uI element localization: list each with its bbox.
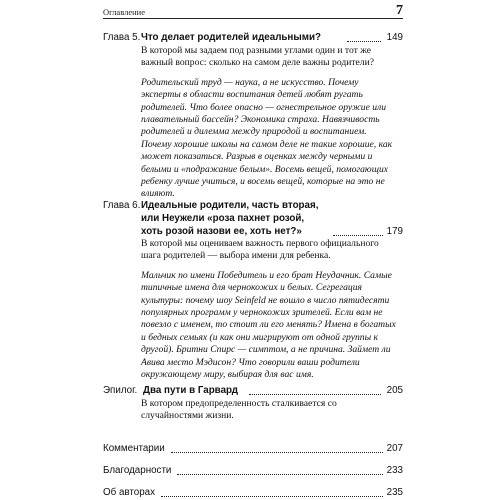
epilogue-description: В котором предопределенность сталкивается со случайностями жизни. [141, 398, 337, 422]
chapter-description: В которой мы задаем под разными углами один и тот же важный вопрос: сколько на самом деле важны родители? [141, 45, 374, 69]
chapter-summary: Мальчик по имени Победитель и его брат Неудачник. Самые типичные имена для чернокожих и белых. Сегрегация культуры: почему шоу Seinfeld не вошло в число пятидесяти популярных программ у чернокожих зрителей. Если вам не повезло с именем, то стоит ли его менять? Имена в богатых и бедных семьях (и как они мигрируют от одной группы к другой). Бритни Спирс — симптом, а не причина. Займет ли Авива место Мэдисон? Что говорили ваши родители окружающему миру, выбирая для вас имя. [141, 269, 396, 381]
chapter-title-line2[interactable]: или Неужели «роза пахнет розой, [141, 213, 305, 224]
chapter-title-line1[interactable]: Идеальные родители, часть вторая, [141, 200, 319, 211]
chapter-label: Глава 6. [103, 200, 141, 211]
backmatter-label[interactable]: Комментарии [103, 443, 165, 454]
epilogue-page: 205 [386, 385, 403, 396]
running-title: Оглавление [103, 7, 145, 17]
chapter-title[interactable]: Что делает родителей идеальными? [141, 32, 321, 43]
epilogue-title[interactable]: Два пути в Гарвард [143, 385, 238, 396]
page-header [103, 4, 403, 18]
dot-leader [161, 486, 383, 497]
dot-leader [171, 442, 383, 453]
backmatter-page: 235 [386, 487, 403, 498]
chapter-title-line3[interactable]: хоть розой назови ее, хоть нет?» [141, 226, 302, 237]
chapter-summary: Родительский труд — наука, а не искусство. Почему эксперты в области воспитания детей любят ругать родителей. Что более опасно — огнестрельное оружие или плавательный бассейн? Экономика страха. Навязчивость родителей и дилемма между природой и воспитанием. Почему хорошие школы на самом деле не такие хорошие, как может показаться. Разрыв в оценках между черными и белыми и «подражание белым». Восемь вещей, помогающих ребенку лучше учиться, и восемь вещей, которые на это не влияют. [141, 76, 393, 200]
epilogue-label: Эпилог. [103, 385, 138, 396]
epilogue-text [141, 398, 399, 430]
chapter6-text [141, 238, 399, 381]
chapter5-text [141, 45, 399, 201]
dot-leader [249, 384, 381, 395]
header-rule [103, 18, 403, 19]
backmatter-page: 233 [386, 465, 403, 476]
backmatter-page: 207 [386, 443, 403, 454]
dot-leader [347, 31, 381, 42]
chapter-page: 179 [386, 226, 403, 237]
chapter-label: Глава 5. [103, 32, 141, 43]
chapter-page: 149 [386, 32, 403, 43]
backmatter-label[interactable]: Благодарности [103, 465, 172, 476]
chapter-description: В которой мы оцениваем важность первого официального шага родителей — выбора имени для ребенка. [141, 238, 379, 262]
dot-leader [177, 464, 383, 475]
page-number: 7 [396, 3, 403, 18]
backmatter-label[interactable]: Об авторах [103, 487, 156, 498]
dot-leader [333, 225, 383, 236]
